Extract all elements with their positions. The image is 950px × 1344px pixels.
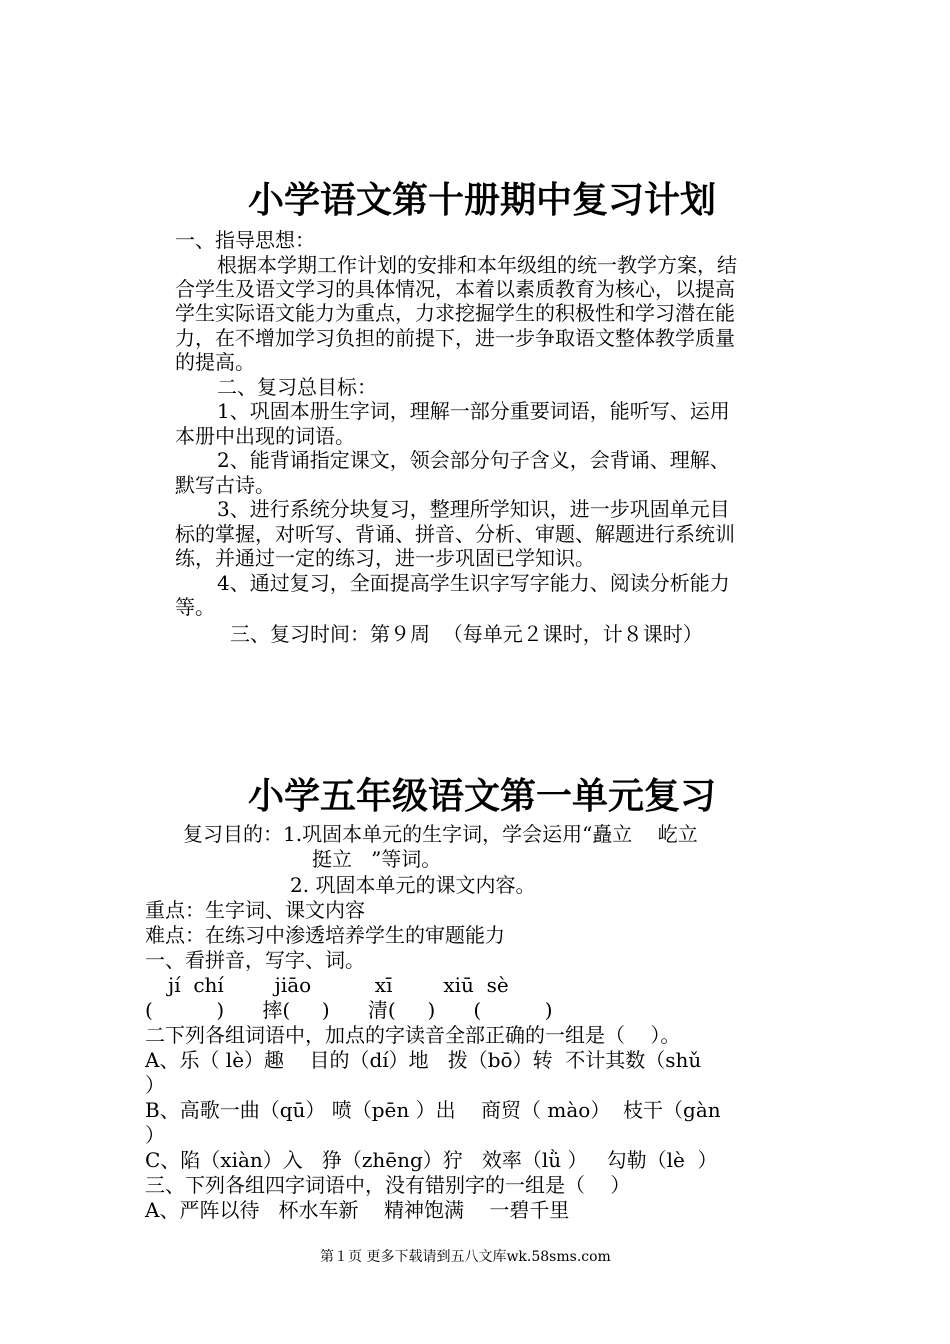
blank-line: ( ) 摔( ) 清( ) ( ) bbox=[145, 998, 553, 1022]
text-line: 力，在不增加学习负担的前提下，进一步争取语文整体教学质量 bbox=[175, 326, 735, 350]
text-line: 2、能背诵指定课文，领会部分句子含义，会背诵、理解、 bbox=[217, 448, 730, 472]
text-line: 三、下列各组四字词语中，没有错别字的一组是（ ） bbox=[145, 1173, 631, 1197]
text-line: 复习目的：1.巩固本单元的生字词，学会运用“矗立 屹立 bbox=[183, 822, 698, 846]
option-b: B、高歌一曲（qū） 喷（pēn ）出 商贸（ mào） 枝干（gàn bbox=[145, 1098, 721, 1122]
text-line: 根据本学期工作计划的安排和本年级组的统一教学方案，结 bbox=[217, 253, 737, 277]
text-line: 重点：生字词、课文内容 bbox=[145, 898, 365, 922]
page-footer: 第１页 更多下载请到五八文库wk.58sms.com bbox=[320, 1249, 611, 1265]
option-a-2: A、严阵以待 杯水车新 精神饱满 一碧千里 bbox=[145, 1198, 570, 1222]
text-line: ） bbox=[145, 1123, 165, 1147]
text-line: 难点：在练习中渗透培养学生的审题能力 bbox=[145, 923, 505, 947]
text-line: 挺立 ”等词。 bbox=[312, 847, 442, 871]
text-line: 学生实际语文能力为重点，力求挖掘学生的积极性和学习潜在能 bbox=[175, 301, 735, 325]
unit-review-title: 小学五年级语文第一单元复习 bbox=[248, 775, 717, 817]
text-line: 4、通过复习，全面提高学生识字写字能力、阅读分析能力 bbox=[217, 571, 730, 595]
text-line: 二、复习总目标： bbox=[217, 375, 377, 399]
text-line: 本册中出现的词语。 bbox=[175, 424, 355, 448]
text-line: 一、看拼音，写字、词。 bbox=[145, 948, 365, 972]
text-line: 标的掌握，对听写、背诵、拼音、分析、审题、解题进行系统训 bbox=[175, 522, 735, 546]
plan-title: 小学语文第十册期中复习计划 bbox=[248, 179, 717, 221]
text-line: 练，并通过一定的练习，进一步巩固已学知识。 bbox=[175, 546, 595, 570]
option-c: C、陷（xiàn）入 狰（zhēng）狞 效率（lǜ ） 勾勒（lè ） bbox=[145, 1148, 718, 1172]
text-line: 1、巩固本册生字词，理解一部分重要词语，能听写、运用 bbox=[217, 399, 730, 423]
pinyin-line: jí chí jiāo xī xiū sè bbox=[168, 973, 509, 997]
text-line: 合学生及语文学习的具体情况，本着以素质教育为核心，以提高 bbox=[175, 277, 735, 301]
text-line: 二下列各组词语中，加点的字读音全部正确的一组是（ ）。 bbox=[145, 1023, 681, 1047]
text-line: 2. 巩固本单元的课文内容。 bbox=[290, 873, 536, 897]
text-line: 一、指导思想： bbox=[175, 228, 315, 252]
option-a: A、乐（ lè）趣 目的（dí）地 拨（bō）转 不计其数（shǔ bbox=[145, 1048, 702, 1072]
text-line: 的提高。 bbox=[175, 350, 255, 374]
text-line: 等。 bbox=[175, 595, 215, 619]
text-line: 三、复习时间：第９周 （每单元２课时，计８课时） bbox=[230, 622, 703, 646]
text-line: 默写古诗。 bbox=[175, 473, 275, 497]
text-line: 3、进行系统分块复习，整理所学知识，进一步巩固单元目 bbox=[217, 497, 730, 521]
text-line: ） bbox=[145, 1073, 165, 1097]
